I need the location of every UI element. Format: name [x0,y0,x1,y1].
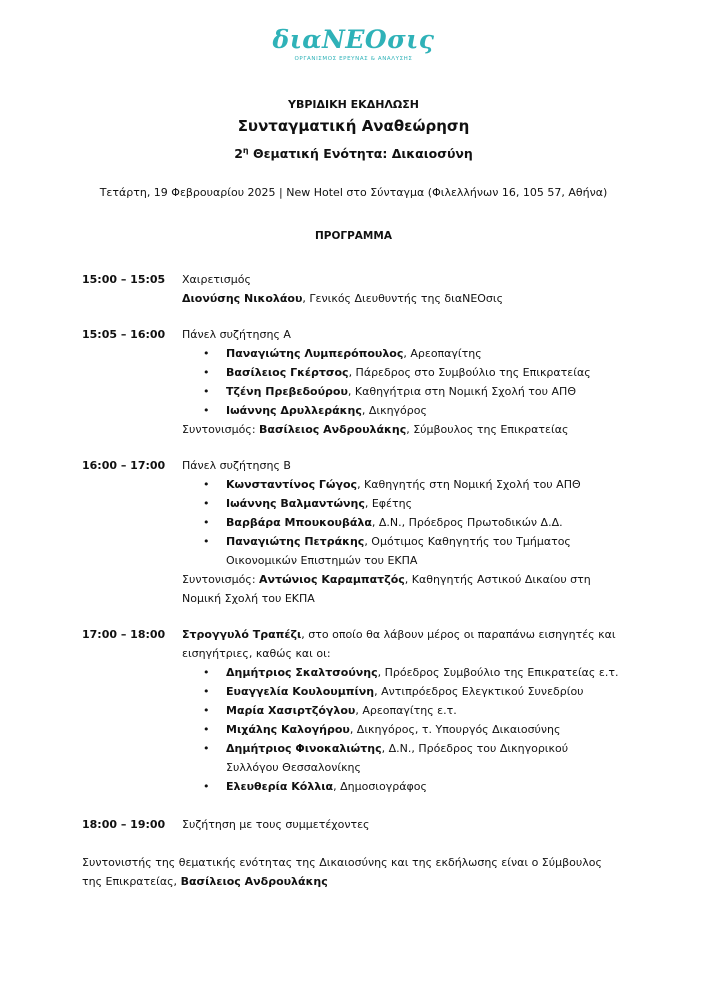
moderator-role: , Σύμβουλος της Επικρατείας [406,423,569,436]
speaker-name: Ιωάννης Δρυλλεράκης [226,404,362,417]
list-item [182,363,621,382]
moderator-name: Αντώνιος Καραμπατζός [259,573,405,586]
speaker-name: Βασίλειος Γκέρτσος [226,366,349,379]
speaker-role: , Ομότιμος Καθηγητής του Τμήματος Οικονομικών Επιστημών του ΕΚΠΑ [226,535,571,567]
speaker-role: , Γενικός Διευθυντής της διαΝΕΟσις [302,292,504,305]
moderator [182,420,621,439]
moderator-label: Συντονισμός: [182,573,260,586]
speaker-role: , Πάρεδρος στο Συμβούλιο της Επικρατείας [348,366,591,379]
speaker-name: Παναγιώτης Πετράκης [226,535,365,548]
moderator-role: , Καθηγητής Αστικού Δικαίου στη Νομική Σχολή του ΕΚΠΑ [182,573,591,605]
session-intro [182,625,621,663]
speaker-role: , Αρεοπαγίτης ε.τ. [355,704,457,717]
logo-subtitle: ΟΡΓΑΝΙΣΜΟΣ ΕΡΕΥΝΑΣ & ΑΝΑΛΥΣΗΣ [294,56,413,62]
speaker-name: Παναγιώτης Λυμπερόπουλος [226,347,404,360]
session-time: 16:00 – 17:00 [82,459,166,472]
speaker-list [182,663,621,796]
speaker-role: , Αντιπρόεδρος Ελεγκτικού Συνεδρίου [374,685,584,698]
session-intro-text: , στο οποίο θα λάβουν μέρος οι παραπάνω εισηγητές και εισηγήτριες, καθώς και οι: [182,628,616,660]
speaker-name: Μιχάλης Καλογήρου [226,723,350,736]
speaker-role: , Καθηγητής στη Νομική Σχολή του ΑΠΘ [357,478,581,491]
list-item [182,513,621,532]
session-title: Στρογγυλό Τραπέζι [182,628,302,641]
list-item [182,401,621,420]
session-title: Πάνελ συζήτησης Α [182,328,291,341]
logo-wordmark: διαΝΕΟσις [272,25,435,54]
session-title: Πάνελ συζήτησης Β [182,459,291,472]
speaker-list [182,475,621,570]
coordinator-text: Συντονιστής της θεματικής ενότητας της Δικαιοσύνης και της εκδήλωσης είναι ο Σύμβουλος της Επικρατείας, [82,856,602,888]
speaker-name: Ιωάννης Βαλμαντώνης [226,497,365,510]
moderator-name: Βασίλειος Ανδρουλάκης [259,423,407,436]
list-item [182,777,621,796]
list-item [182,701,621,720]
session-title: Χαιρετισμός [182,273,251,286]
speaker-list [182,344,621,420]
moderator-label: Συντονισμός: [182,423,260,436]
speaker-name: Δημήτριος Φινοκαλιώτης [226,742,382,755]
session-time: 18:00 – 19:00 [82,818,166,831]
speaker-role: , Δ.Ν., Πρόεδρος Πρωτοδικών Δ.Δ. [371,516,563,529]
speaker-name: Διονύσης Νικολάου [182,292,303,305]
date-venue: Τετάρτη, 19 Φεβρουαρίου 2025 | New Hotel στο Σύνταγμα (Φιλελλήνων 16, 105 57, Αθήνα) [99,186,608,199]
speaker-name: Μαρία Χασιρτζόγλου [226,704,356,717]
speaker-role: , Δ.Ν., Πρόεδρος του Δικηγορικού Συλλόγου Θεσσαλονίκης [226,742,569,774]
session-title: Συζήτηση με τους συμμετέχοντες [182,818,370,831]
thematic-unit [0,146,707,161]
session-time: 15:05 – 16:00 [82,328,166,341]
moderator [182,570,621,608]
session-time: 15:00 – 15:05 [82,273,166,286]
list-item [182,344,621,363]
unit-superscript: η [242,146,249,155]
list-item [182,663,621,682]
speaker-role: , Καθηγήτρια στη Νομική Σχολή του ΑΠΘ [347,385,576,398]
session-time: 17:00 – 18:00 [82,628,166,641]
speaker-name: Τζένη Πρεβεδούρου [226,385,348,398]
speaker-role: , Αρεοπαγίτης [403,347,482,360]
speaker-role: , Πρόεδρος Συμβούλιο της Επικρατείας ε.τ. [377,666,619,679]
program-heading: ΠΡΟΓΡΑΜΜΑ [315,230,392,242]
coordinator-name: Βασίλειος Ανδρουλάκης [180,875,328,888]
list-item [182,720,621,739]
speaker-name: Ευαγγελία Κουλουμπίνη [226,685,375,698]
event-type: ΥΒΡΙΔΙΚΗ ΕΚΔΗΛΩΣΗ [287,98,419,111]
unit-title: Θεματική Ενότητα: Δικαιοσύνη [252,146,473,162]
speaker-role: , Δικηγόρος [361,404,427,417]
list-item [182,494,621,513]
speaker-role: , Δημοσιογράφος [333,780,427,793]
event-title: Συνταγματική Αναθεώρηση [237,117,470,135]
coordinator-note [82,853,621,891]
speaker-role: , Δικηγόρος, τ. Υπουργός Δικαιοσύνης [349,723,561,736]
unit-number: 2 [234,146,243,162]
speaker-name: Βαρβάρα Μπουκουβάλα [226,516,372,529]
list-item [182,682,621,701]
speaker-name: Ελευθερία Κόλλια [226,780,334,793]
speaker-name: Δημήτριος Σκαλτσούνης [226,666,378,679]
speaker-role: , Εφέτης [364,497,413,510]
logo [0,26,707,62]
speaker-name: Κωνσταντίνος Γώγος [226,478,358,491]
list-item [182,739,621,777]
session-speaker [182,289,621,308]
list-item [182,382,621,401]
list-item [182,532,621,570]
list-item [182,475,621,494]
